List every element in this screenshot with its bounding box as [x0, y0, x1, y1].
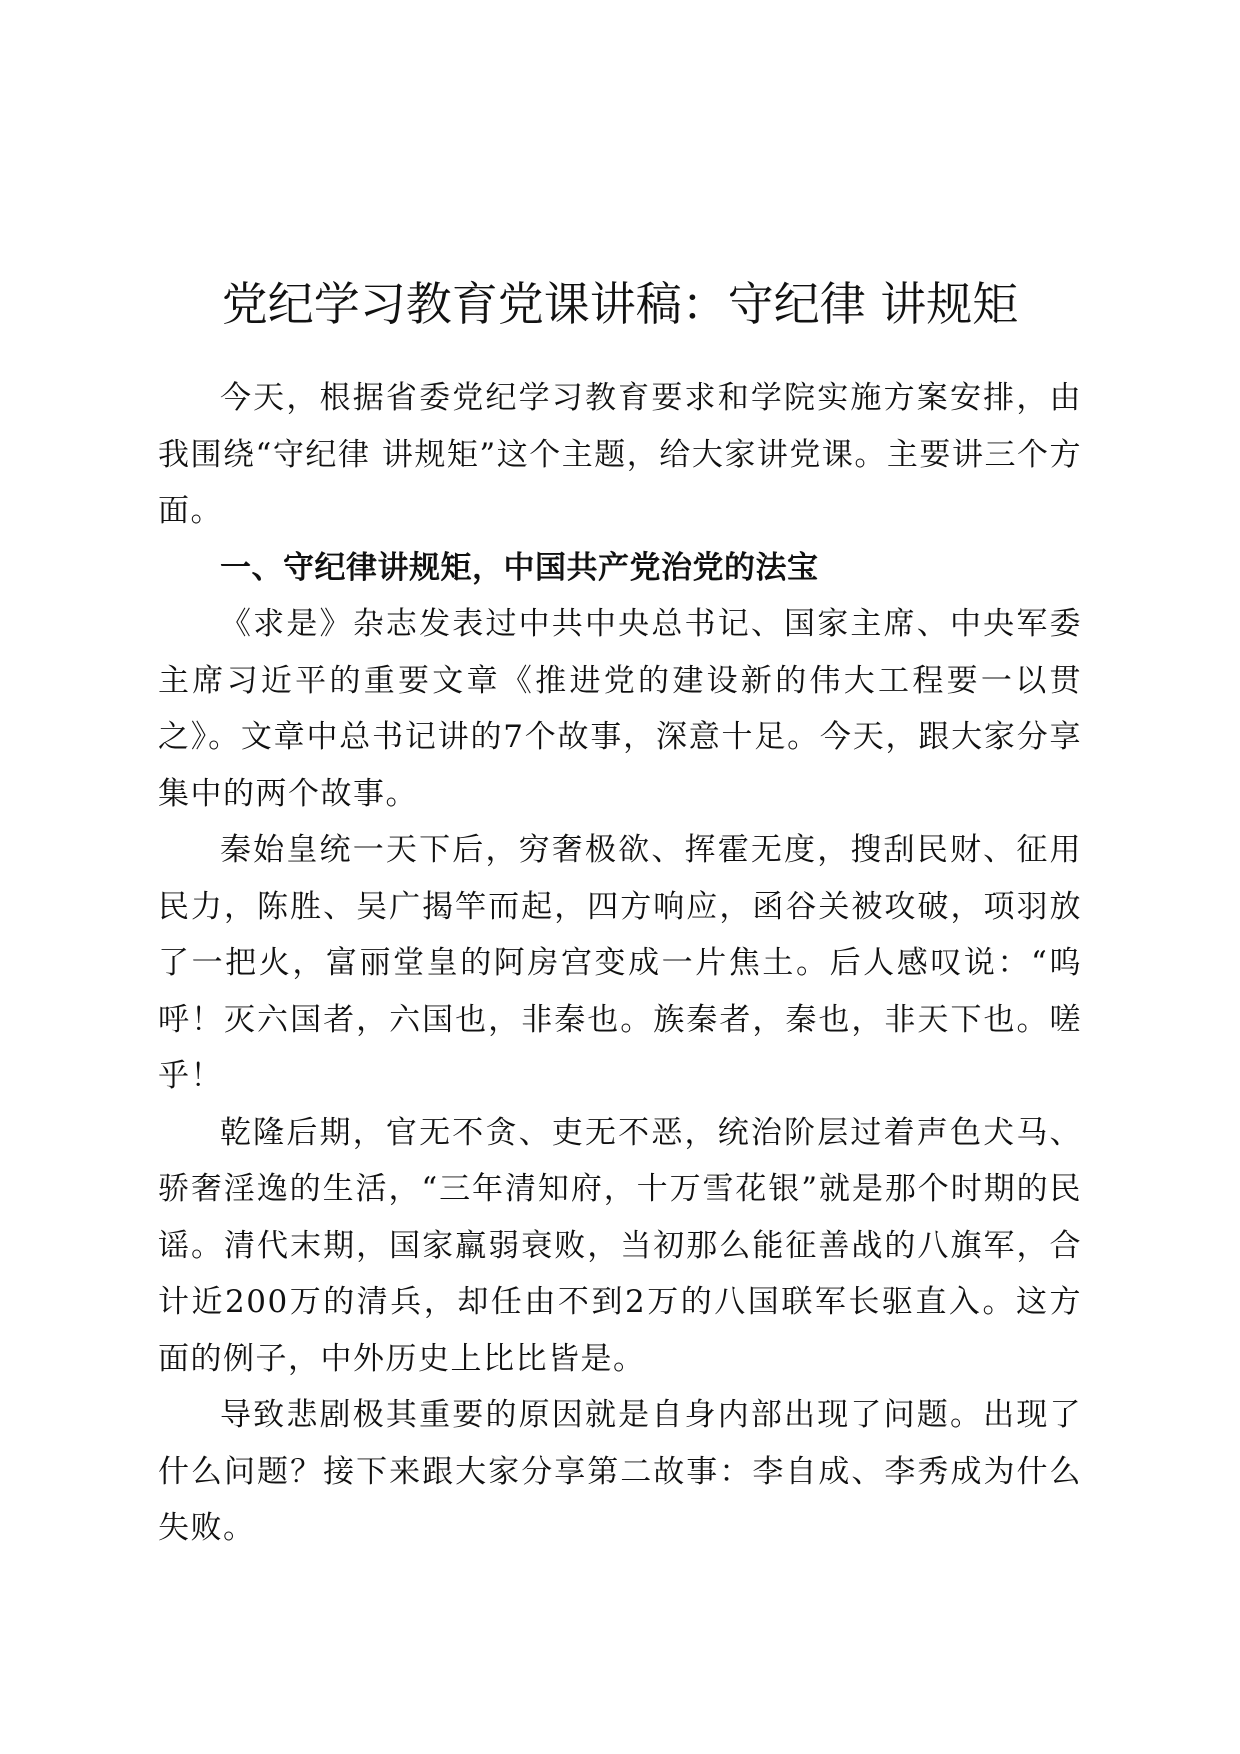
document-title: 党纪学习教育党课讲稿：守纪律 讲规矩: [221, 277, 1019, 331]
paragraph-qianlong: 乾隆后期，官无不贪、吏无不恶，统治阶层过着声色犬马、骄奢淫逸的生活，“三年清知府，十万雪花银”就是那个时期的民谣。清代末期，国家羸弱衰败，当初那么能征善战的八旗军，合计近200万的清兵，却任由不到2万的八国联军长驱直入。这方面的例子，中外历史上比比皆是。: [158, 1114, 1082, 1377]
paragraph-cause: 导致悲剧极其重要的原因就是自身内部出现了问题。出现了什么问题？接下来跟大家分享第二故事：李自成、李秀成为什么失败。: [158, 1397, 1082, 1546]
document-body: [158, 370, 1082, 1557]
paragraph-intro: 今天，根据省委党纪学习教育要求和学院实施方案安排，由我围绕“守纪律 讲规矩”这个主题，给大家讲党课。主要讲三个方面。: [158, 380, 1082, 529]
paragraph-qiushi: 《求是》杂志发表过中共中央总书记、国家主席、中央军委主席习近平的重要文章《推进党的建设新的伟大工程要一以贯之》。文章中总书记讲的7个故事，深意十足。今天，跟大家分享集中的两个故事。: [158, 606, 1082, 812]
paragraph-qin: 秦始皇统一天下后，穷奢极欲、挥霍无度，搜刮民财、征用民力，陈胜、吴广揭竿而起，四方响应，函谷关被攻破，项羽放了一把火，富丽堂皇的阿房宫变成一片焦土。后人感叹说：“呜呼！灭六国者，六国也，非秦也。族秦者，秦也，非天下也。嗟乎！: [158, 832, 1082, 1094]
section-heading-1: 一、守纪律讲规矩，中国共产党治党的法宝: [220, 549, 819, 586]
